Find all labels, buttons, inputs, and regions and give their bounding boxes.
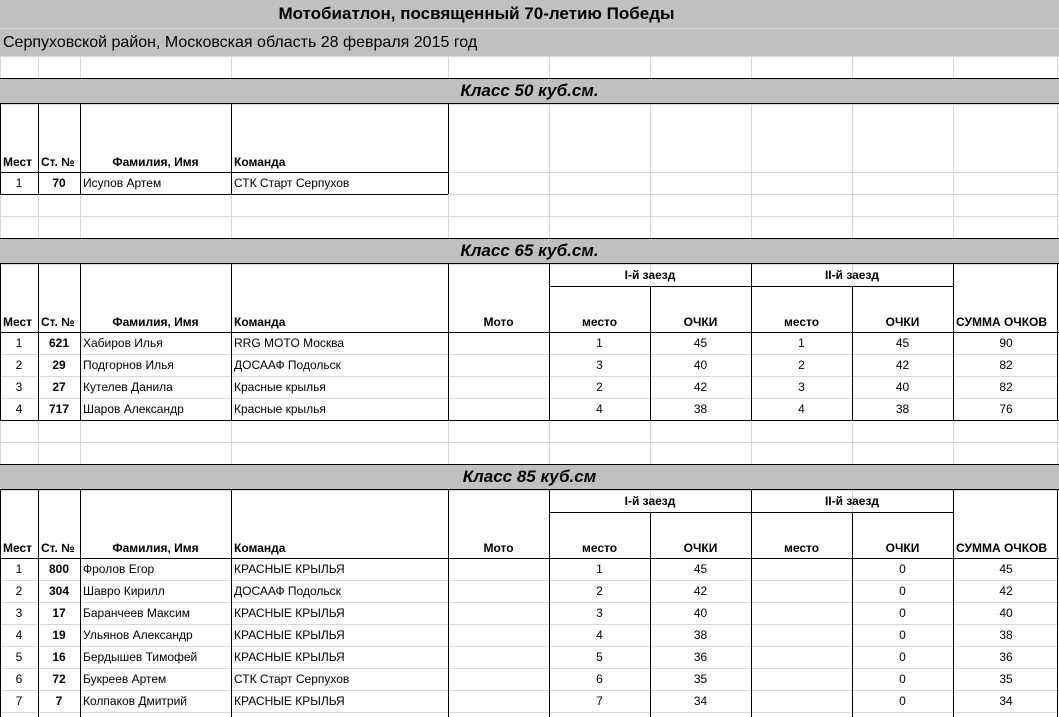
cell-total: 35: [999, 672, 1013, 686]
cell-team: СТК Старт Серпухов: [234, 672, 350, 686]
col-header-race2-place: место: [783, 315, 820, 329]
border-line: [38, 490, 39, 717]
cell-start-no: 800: [48, 562, 70, 576]
cell-total: 34: [999, 694, 1013, 708]
cell-place: 1: [15, 562, 23, 576]
cell-place: 7: [15, 694, 23, 708]
cell-moto: [448, 646, 549, 668]
class-title: Класс 65 куб.см.: [460, 241, 599, 260]
cell-moto: [448, 354, 549, 376]
cell-race2-place: 1: [798, 336, 805, 350]
col-header-race2-place: место: [783, 541, 820, 555]
border-line: [953, 490, 954, 717]
cell-start-no: 621: [48, 336, 70, 350]
border-line: [231, 264, 232, 420]
cell-team: КРАСНЫЕ КРЫЛЬЯ: [234, 606, 345, 620]
border-line: [953, 264, 954, 420]
class-title: Класс 85 куб.см: [462, 467, 597, 486]
cell-total: 40: [999, 606, 1013, 620]
cell-name: Подгорнов Илья: [83, 358, 174, 372]
grid-line: [0, 216, 1059, 217]
cell-name: Кутелев Данила: [83, 380, 173, 394]
border-line: [1057, 490, 1058, 717]
cell-race1-place: 3: [596, 606, 603, 620]
cell-name: Хабиров Илья: [83, 336, 163, 350]
border-line: [650, 512, 651, 717]
cell-start-no: 16: [52, 650, 66, 664]
border-line: [448, 490, 449, 717]
border-line: [549, 264, 550, 420]
col-header-team: Команда: [234, 541, 286, 555]
border-line: [0, 420, 1059, 421]
border-line: [1057, 264, 1058, 420]
border-line: [549, 490, 550, 717]
cell-total: 76: [999, 402, 1013, 416]
border-line: [852, 512, 853, 717]
cell-race1-points: 40: [693, 358, 708, 372]
cell-name: Ульянов Александр: [83, 628, 193, 642]
cell-start-no: 7: [55, 694, 63, 708]
cell-team: RRG MOTO Москва: [234, 336, 345, 350]
cell-race2-place: 2: [798, 358, 805, 372]
cell-race1-place: 6: [596, 672, 603, 686]
cell-race1-place: 4: [596, 628, 603, 642]
col-header-name: Фамилия, Имя: [112, 541, 199, 555]
cell-race2-place: 3: [798, 380, 805, 394]
border-line: [0, 332, 1059, 333]
cell-name: Букреев Артем: [83, 672, 167, 686]
col-header-place: Мест: [3, 541, 33, 555]
col-header-race1: I-й заезд: [624, 268, 676, 282]
cell-race2-points: 40: [895, 380, 910, 394]
border-line: [0, 194, 448, 195]
cell-place: 4: [15, 402, 23, 416]
cell-place: 1: [15, 336, 23, 350]
cell-start-no: 70: [52, 176, 66, 190]
cell-moto: [448, 668, 549, 690]
cell-race1-points: 35: [693, 672, 708, 686]
cell-place: 2: [15, 358, 23, 372]
col-header-total: СУММА ОЧКОВ: [956, 541, 1048, 555]
cell-race2-points: 0: [899, 650, 906, 664]
cell-team: КРАСНЫЕ КРЫЛЬЯ: [234, 628, 345, 642]
page-subtitle: Серпуховской район, Московская область 28 февраля 2015 год: [3, 33, 478, 51]
cell-race1-points: 36: [693, 650, 708, 664]
cell-name: Бердышев Тимофей: [83, 650, 198, 664]
cell-name: Исупов Артем: [83, 176, 162, 190]
border-line: [0, 558, 1059, 559]
page-title: Мотобиатлон, посвященный 70-летию Победы: [278, 4, 675, 23]
grid-line: [0, 442, 1059, 443]
cell-place: 4: [15, 628, 23, 642]
col-header-start-no: Ст. №: [41, 315, 75, 329]
cell-race2-place: [751, 624, 852, 646]
cell-place: 6: [15, 672, 23, 686]
col-header-race1-place: место: [581, 541, 618, 555]
title-band-end: [953, 0, 1059, 28]
cell-race1-place: 4: [596, 402, 603, 416]
border-line: [80, 490, 81, 717]
cell-team: КРАСНЫЕ КРЫЛЬЯ: [234, 694, 345, 708]
border-line: [0, 490, 1, 717]
border-line: [231, 104, 232, 194]
cell-race2-place: [751, 558, 852, 580]
col-header-moto: Мото: [483, 315, 514, 329]
cell-total: 38: [999, 628, 1013, 642]
cell-race1-place: 3: [596, 358, 603, 372]
col-header-start-no: Ст. №: [41, 541, 75, 555]
cell-race1-place: 2: [596, 584, 603, 598]
cell-race1-points: 38: [693, 628, 708, 642]
border-line: [38, 264, 39, 420]
cell-name: Фролов Егор: [83, 562, 155, 576]
cell-team: КРАСНЫЕ КРЫЛЬЯ: [234, 650, 345, 664]
cell-start-no: 27: [52, 380, 66, 394]
cell-race2-points: 45: [895, 336, 910, 350]
col-header-race1-place: место: [581, 315, 618, 329]
cell-race2-place: [751, 690, 852, 712]
col-header-race1-points: ОЧКИ: [683, 541, 718, 555]
cell-name: Баранчеев Максим: [83, 606, 190, 620]
cell-race1-points: 38: [693, 402, 708, 416]
cell-moto: [448, 624, 549, 646]
cell-place: 2: [15, 584, 23, 598]
border-line: [751, 490, 752, 717]
cell-total: 82: [999, 380, 1013, 394]
cell-race1-points: 45: [693, 336, 708, 350]
cell-race2-place: 4: [798, 402, 805, 416]
col-header-team: Команда: [234, 155, 286, 169]
cell-place: 3: [15, 380, 23, 394]
cell-race1-place: 7: [596, 694, 603, 708]
cell-team: ДОСААФ Подольск: [234, 358, 341, 372]
cell-race2-place: [751, 580, 852, 602]
border-line: [0, 104, 1, 194]
cell-team: КРАСНЫЕ КРЫЛЬЯ: [234, 562, 345, 576]
cell-race1-points: 45: [693, 562, 708, 576]
cell-total: 42: [999, 584, 1013, 598]
cell-start-no: 17: [52, 606, 66, 620]
cell-race1-place: 1: [596, 562, 603, 576]
cell-start-no: 29: [52, 358, 66, 372]
cell-team: Красные крылья: [234, 380, 326, 394]
col-header-race1: I-й заезд: [624, 494, 676, 508]
border-line: [0, 264, 1, 420]
class-title: Класс 50 куб.см.: [460, 81, 599, 100]
cell-total: 90: [999, 336, 1013, 350]
cell-name: Шаров Александр: [83, 402, 184, 416]
cell-race1-place: 1: [596, 336, 603, 350]
border-line: [38, 104, 39, 194]
cell-moto: [448, 580, 549, 602]
cell-race1-points: 40: [693, 606, 708, 620]
col-header-total: СУММА ОЧКОВ: [956, 315, 1048, 329]
cell-race2-place: [751, 668, 852, 690]
border-line: [650, 286, 651, 420]
col-header-place: Мест: [3, 155, 33, 169]
col-header-name: Фамилия, Имя: [112, 315, 199, 329]
cell-team: ДОСААФ Подольск: [234, 584, 341, 598]
cell-total: 82: [999, 358, 1013, 372]
border-line: [852, 286, 853, 420]
cell-name: Шавро Кирилл: [83, 584, 165, 598]
col-header-start-no: Ст. №: [41, 155, 75, 169]
col-header-moto: Мото: [483, 541, 514, 555]
cell-moto: [448, 558, 549, 580]
col-header-race2: II-й заезд: [824, 494, 880, 508]
cell-race1-points: 34: [693, 694, 708, 708]
cell-total: 36: [999, 650, 1013, 664]
cell-race2-points: 0: [899, 562, 906, 576]
col-header-race1-points: ОЧКИ: [683, 315, 718, 329]
cell-start-no: 717: [48, 402, 70, 416]
grid-line: [0, 56, 1059, 57]
cell-race2-points: 0: [899, 606, 906, 620]
cell-name: Колпаков Дмитрий: [83, 694, 187, 708]
col-header-name: Фамилия, Имя: [112, 155, 199, 169]
cell-place: 5: [15, 650, 23, 664]
cell-race1-place: 2: [596, 380, 603, 394]
col-header-race2-points: ОЧКИ: [885, 315, 920, 329]
cell-race2-points: 0: [899, 584, 906, 598]
cell-race2-points: 38: [895, 402, 910, 416]
cell-race2-points: 42: [895, 358, 910, 372]
cell-race1-points: 42: [693, 380, 708, 394]
cell-race1-points: 42: [693, 584, 708, 598]
cell-team: Красные крылья: [234, 402, 326, 416]
cell-moto: [448, 376, 549, 398]
cell-moto: [448, 398, 549, 420]
border-line: [80, 104, 81, 194]
col-header-team: Команда: [234, 315, 286, 329]
cell-team: СТК Старт Серпухов: [234, 176, 350, 190]
cell-race2-place: [751, 602, 852, 624]
cell-race1-place: 5: [596, 650, 603, 664]
col-header-race2-points: ОЧКИ: [885, 541, 920, 555]
cell-start-no: 304: [48, 584, 70, 598]
cell-moto: [448, 690, 549, 712]
cell-place: 1: [15, 176, 23, 190]
border-line: [751, 264, 752, 420]
border-line: [80, 264, 81, 420]
col-header-place: Мест: [3, 315, 33, 329]
cell-start-no: 72: [52, 672, 66, 686]
cell-start-no: 19: [52, 628, 66, 642]
cell-race2-points: 0: [899, 628, 906, 642]
cell-total: 45: [999, 562, 1013, 576]
col-header-race2: II-й заезд: [824, 268, 880, 282]
border-line: [448, 264, 449, 420]
cell-moto: [448, 602, 549, 624]
border-line: [448, 104, 449, 194]
cell-place: 3: [15, 606, 23, 620]
cell-race2-points: 0: [899, 694, 906, 708]
grid-line: [0, 712, 1059, 713]
border-line: [0, 172, 448, 173]
border-line: [231, 490, 232, 717]
cell-race2-points: 0: [899, 672, 906, 686]
cell-race2-place: [751, 646, 852, 668]
cell-moto: [448, 332, 549, 354]
